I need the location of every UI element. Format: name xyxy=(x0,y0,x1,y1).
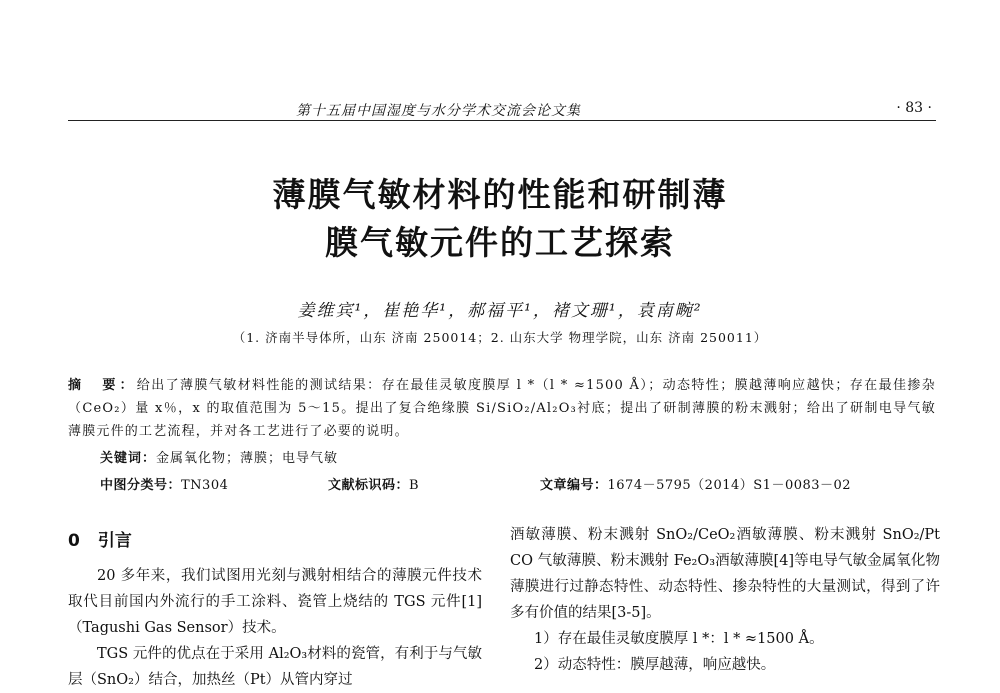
abstract xyxy=(68,374,936,443)
clc-number xyxy=(100,474,228,493)
finding-item-2: 2）动态特性：膜厚越薄，响应越快。 xyxy=(534,657,776,673)
right-paragraph: 酒敏薄膜、粉末溅射 SnO₂/CeO₂酒敏薄膜、粉末溅射 SnO₂/Pt CO 气敏薄膜、粉末溅射 Fe₂O₃酒敏薄膜[4]等电导气敏金属氧化物薄膜进行过静态特性、动态特性、掺杂特性的大量测试，得到了许多有价值的结果[3-5]。 xyxy=(510,527,940,621)
keywords-label: 关键词： xyxy=(100,451,157,466)
keywords xyxy=(100,447,338,466)
clc-value: TN304 xyxy=(181,478,229,493)
doc-label: 文献标识码： xyxy=(328,478,410,493)
doc-code xyxy=(328,474,419,493)
running-head xyxy=(68,98,936,121)
keywords-text: 金属氧化物；薄膜；电导气敏 xyxy=(156,451,339,466)
section-title: 引言 xyxy=(97,531,132,551)
article-label: 文章编号： xyxy=(540,478,608,493)
right-column xyxy=(510,522,940,678)
intro-paragraph-1: 20 多年来，我们试图用光刻与溅射相结合的薄膜元件技术取代目前国内外流行的手工涂料、瓷管上烧结的 TGS 元件[1]（Tagushi Gas Sensor）技术。 xyxy=(68,568,482,636)
finding-item-1: 1）存在最佳灵敏度膜厚 l *：l * ≈1500 Å。 xyxy=(534,631,824,647)
affiliations: （1. 济南半导体所，山东 济南 250014；2. 山东大学 物理学院，山东 济南 250011） xyxy=(232,330,768,345)
paper-title-line-1: 薄膜气敏材料的性能和研制薄 xyxy=(272,175,728,214)
left-column xyxy=(68,522,482,693)
abstract-label: 摘 要： xyxy=(68,378,137,393)
intro-paragraph-2: TGS 元件的优点在于采用 Al₂O₃材料的瓷管，有利于与气敏层（SnO₂）结合，加热丝（Pt）从管内穿过 xyxy=(68,646,482,688)
journal-title: 第十五届中国湿度与水分学术交流会论文集 xyxy=(296,103,581,119)
authors: 姜维宾¹，崔艳华¹，郝福平¹，褚文珊¹，袁南畹² xyxy=(297,301,703,321)
article-value: 1674－5795（2014）S1－0083－02 xyxy=(607,478,852,493)
article-number xyxy=(540,474,851,493)
doc-value: B xyxy=(409,478,420,493)
paper-title-line-2: 膜气敏元件的工艺探索 xyxy=(325,223,675,262)
page-number: · 83 · xyxy=(896,100,932,116)
section-heading xyxy=(68,526,482,551)
section-number: 0 xyxy=(68,531,80,551)
clc-label: 中图分类号： xyxy=(100,478,182,493)
abstract-text: 给出了薄膜气敏材料性能的测试结果：存在最佳灵敏度膜厚 l *（l * ≈1500 Å）；动态特性；膜越薄响应越快；存在最佳掺杂（CeO₂）量 x％，x 的取值范围为 5～15。提出了复合绝缘膜 Si/SiO₂/Al₂O₃衬底；提出了研制薄膜的粉末溅射；给出了研制电导气敏薄膜元件的工艺流程，并对各工艺进行了必要的说明。 xyxy=(68,378,936,439)
